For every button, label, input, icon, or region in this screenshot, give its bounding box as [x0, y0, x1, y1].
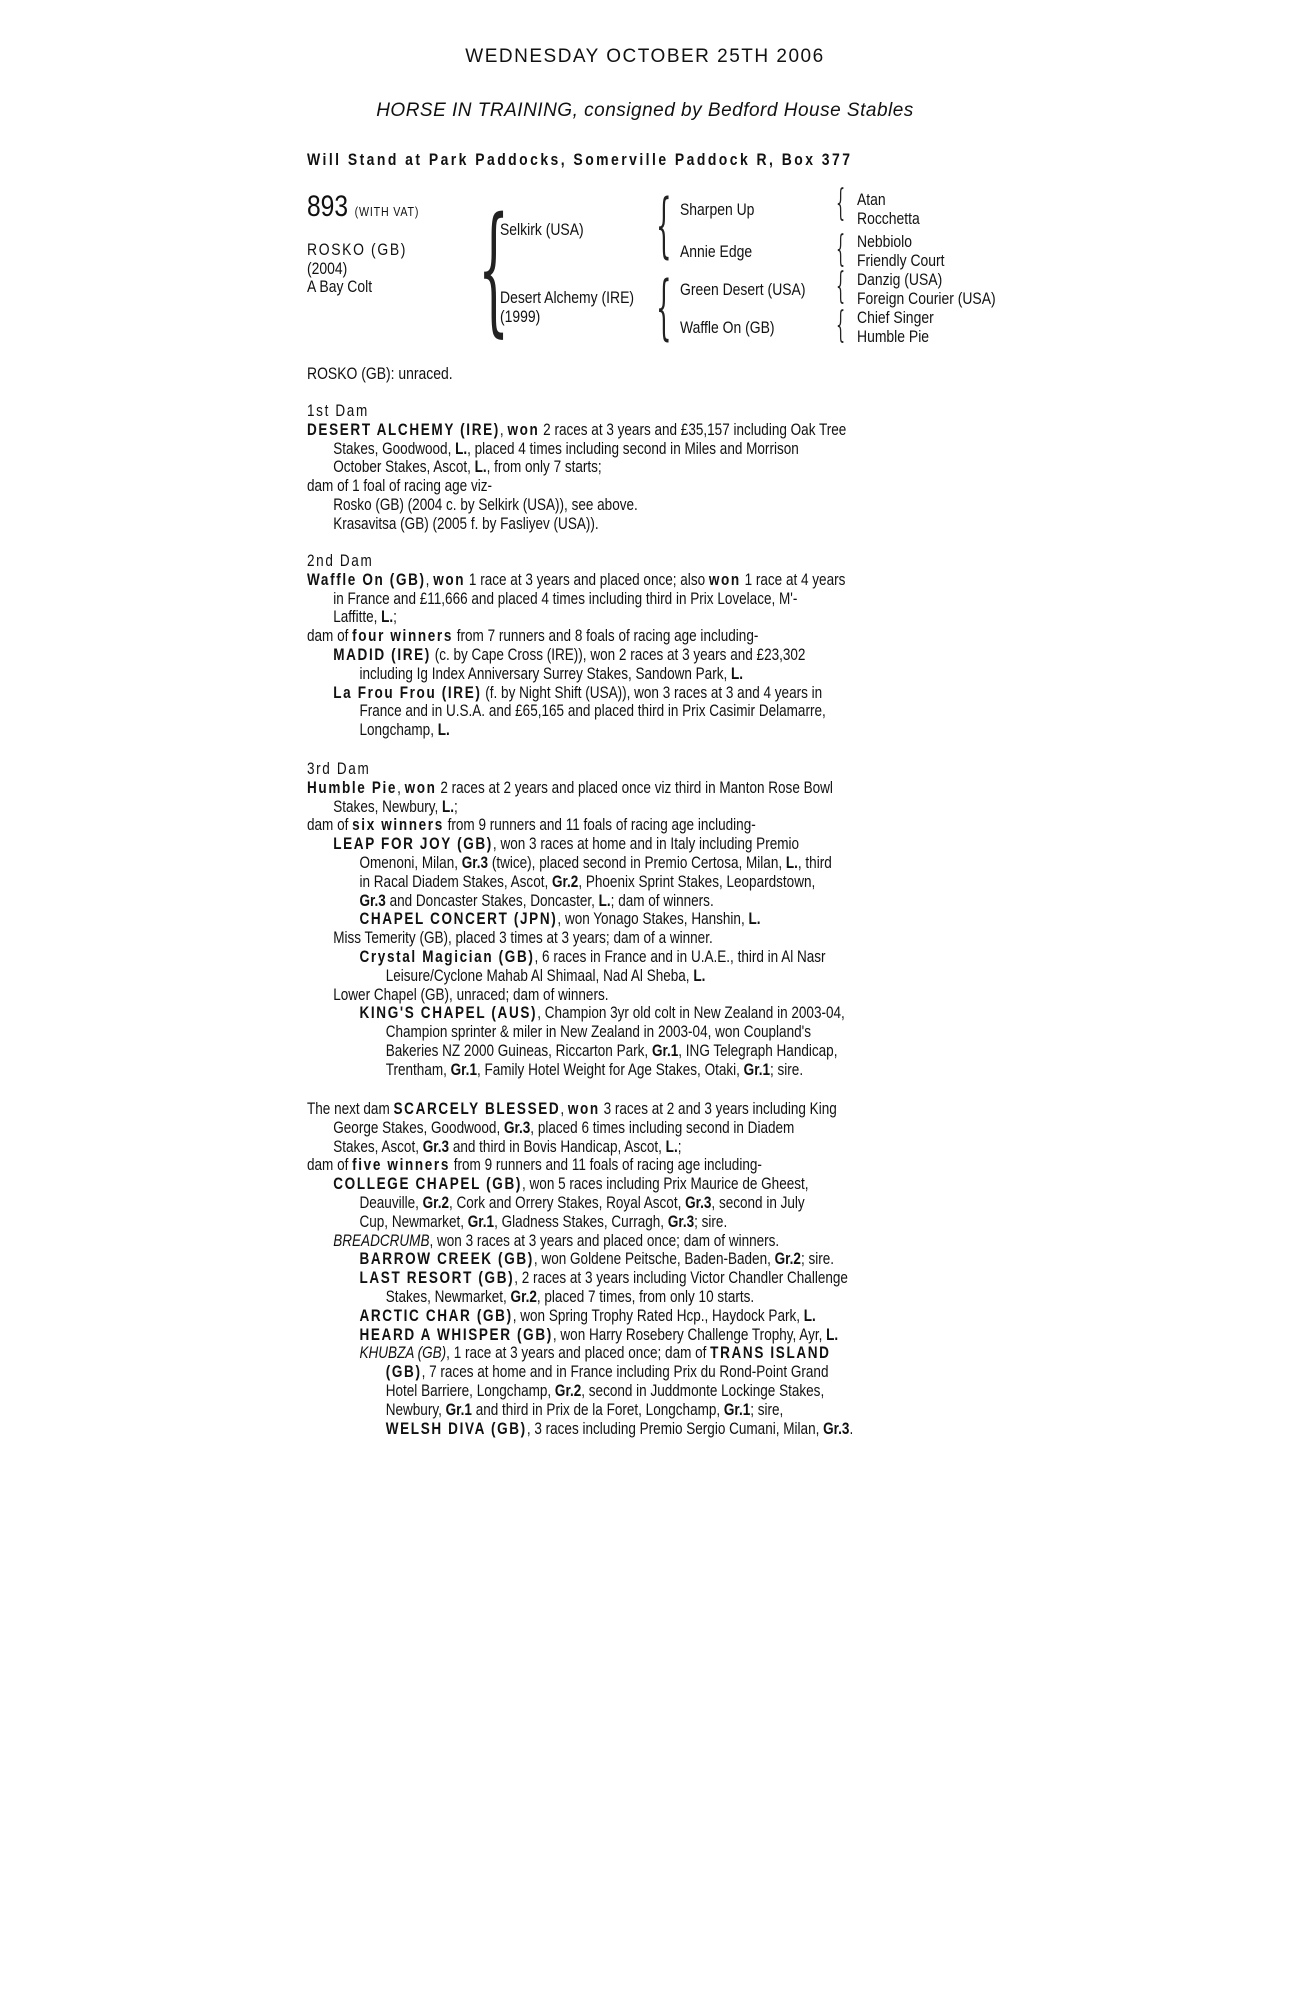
third-dam-section: 3rd Dam Humble Pie, won 2 races at 2 years and placed once viz third in Manton Rose Bowl Stakes, Newbury, L.; dam of six winners from 9 runners and 11 foals of racing age including- LEAP FOR JOY (GB), won 3 races at home and in Italy including Premio Omenoni, Milan, Gr.3 (twice), placed second in Premio Certosa, Milan, L., third in Racal Diadem Stakes, Ascot, Gr.2, Phoenix Sprint Stakes, Leopardstown, Gr.3 and Doncaster Stakes, Doncaster, L.; dam of winners. CHAPEL CONCERT (JPN), won Yonago Stakes, Hanshin, L. Miss Temerity (GB), placed 3 times at 3 years; dam of a winner. Crystal Magician (GB), 6 races in France and in U.A.E., third in Al Nasr Leisure/Cyclone Mahab Al Shimaal, Nad Al Sheba, L. Lower Chapel (GB), unraced; dam of winners. KING'S CHAPEL (AUS), Champion 3yr old colt in New Zealand in 2003-04, Champion sprinter & miler in New Zealand in 2003-04, won Coupland's Bakeries NZ 2000 Guineas, Riccarton Park, Gr.1, ING Telegraph Handicap, Trentham, Gr.1, Family Hotel Weight for Age Stakes, Otaki, Gr.1; sire.: [307, 760, 987, 1080]
sire-name: Selkirk (USA): [500, 220, 584, 239]
pedigree-brace-main: {: [478, 188, 510, 351]
grandsire-4: Friendly Court: [857, 251, 945, 270]
stand-location: Will Stand at Park Paddocks, Somerville Paddock R, Box 377: [307, 150, 853, 169]
grandsire-7: Chief Singer: [857, 308, 934, 327]
dam-year: (1999): [500, 307, 541, 326]
pedigree-brace-g3: {: [836, 266, 846, 307]
pedigree-brace-dam: {: [656, 266, 672, 348]
pedigree-brace-g1: {: [836, 183, 846, 224]
grandsire-2: Rocchetta: [857, 209, 920, 228]
first-dam-heading: 1st Dam: [307, 402, 369, 420]
second-dam-heading: 2nd Dam: [307, 552, 374, 570]
dam-name: Desert Alchemy (IRE): [500, 288, 635, 307]
grandsire-1: Atan: [857, 190, 886, 209]
first-dam-section: 1st Dam DESERT ALCHEMY (IRE), won 2 races at 3 years and £35,157 including Oak Tree Stakes, Goodwood, L., placed 4 times including second in Miles and Morrison October Stakes, Ascot, L., from only 7 starts; dam of 1 foal of racing age viz- Rosko (GB) (2004 c. by Selkirk (USA)), see above. Krasavitsa (GB) (2005 f. by Fasliyev (USA)).: [307, 402, 987, 534]
sire-dam-name: Annie Edge: [680, 242, 753, 261]
vat-note: (WITH VAT): [354, 204, 420, 219]
pedigree-brace-sire: {: [656, 184, 672, 266]
grandsire-5: Danzig (USA): [857, 270, 943, 289]
consignment-line: HORSE IN TRAINING, consigned by Bedford House Stables: [376, 100, 914, 121]
dam-sire-name: Green Desert (USA): [680, 280, 806, 299]
grandsire-8: Humble Pie: [857, 327, 930, 346]
pedigree-brace-g2: {: [836, 229, 846, 270]
horse-year: (2004): [307, 259, 348, 278]
dam-dam-name: Waffle On (GB): [680, 318, 775, 337]
grandsire-6: Foreign Courier (USA): [857, 289, 996, 308]
third-dam-heading: 3rd Dam: [307, 760, 371, 778]
next-dam-section: The next dam SCARCELY BLESSED, won 3 races at 2 and 3 years including King George Stakes, Goodwood, Gr.3, placed 6 times including second in Diadem Stakes, Ascot, Gr.3 and third in Bovis Handicap, Ascot, L.; dam of five winners from 9 runners and 11 foals of racing age including- COLLEGE CHAPEL (GB), won 5 races including Prix Maurice de Gheest, Deauville, Gr.2, Cork and Orrery Stakes, Royal Ascot, Gr.3, second in July Cup, Newmarket, Gr.1, Gladness Stakes, Curragh, Gr.3; sire. BREADCRUMB, won 3 races at 3 years and placed once; dam of winners. BARROW CREEK (GB), won Goldene Peitsche, Baden-Baden, Gr.2; sire. LAST RESORT (GB), 2 races at 3 years including Victor Chandler Challenge Stakes, Newmarket, Gr.2, placed 7 times, from only 10 starts. ARCTIC CHAR (GB), won Spring Trophy Rated Hcp., Haydock Park, L. HEARD A WHISPER (GB), won Harry Rosebery Challenge Trophy, Ayr, L. KHUBZA (GB), 1 race at 3 years and placed once; dam of TRANS ISLAND (GB), 7 races at home and in France including Prix du Rond-Point Grand Hotel Barriere, Longchamp, Gr.2, second in Juddmonte Lockinge Stakes, Newbury, Gr.1 and third in Prix de la Foret, Longchamp, Gr.1; sire, WELSH DIVA (GB), 3 races including Premio Sergio Cumani, Milan, Gr.3.: [307, 1100, 854, 1438]
grandsire-3: Nebbiolo: [857, 232, 913, 251]
sale-date: WEDNESDAY OCTOBER 25TH 2006: [465, 46, 825, 67]
lot-number: 893: [307, 190, 349, 223]
lot-number-line: [307, 190, 419, 224]
pedigree-brace-g4: {: [836, 305, 846, 346]
horse-name: ROSKO (GB): [307, 240, 408, 259]
second-dam-section: 2nd Dam Waffle On (GB), won 1 race at 3 years and placed once; also won 1 race at 4 years in France and £11,666 and placed 4 times including third in Prix Lovelace, M'- Laffitte, L.; dam of four winners from 7 runners and 8 foals of racing age including- MADID (IRE) (c. by Cape Cross (IRE)), won 2 races at 3 years and £23,302 including Ig Index Anniversary Surrey Stakes, Sandown Park, L. La Frou Frou (IRE) (f. by Night Shift (USA)), won 3 races at 3 and 4 years in France and in U.S.A. and £65,165 and placed third in Prix Casimir Delamarre, Longchamp, L.: [307, 552, 987, 740]
dam-name: DESERT ALCHEMY (IRE): [307, 420, 500, 439]
sire-sire-name: Sharpen Up: [680, 200, 755, 219]
racing-summary: ROSKO (GB): unraced.: [307, 364, 453, 383]
horse-description: A Bay Colt: [307, 277, 373, 296]
